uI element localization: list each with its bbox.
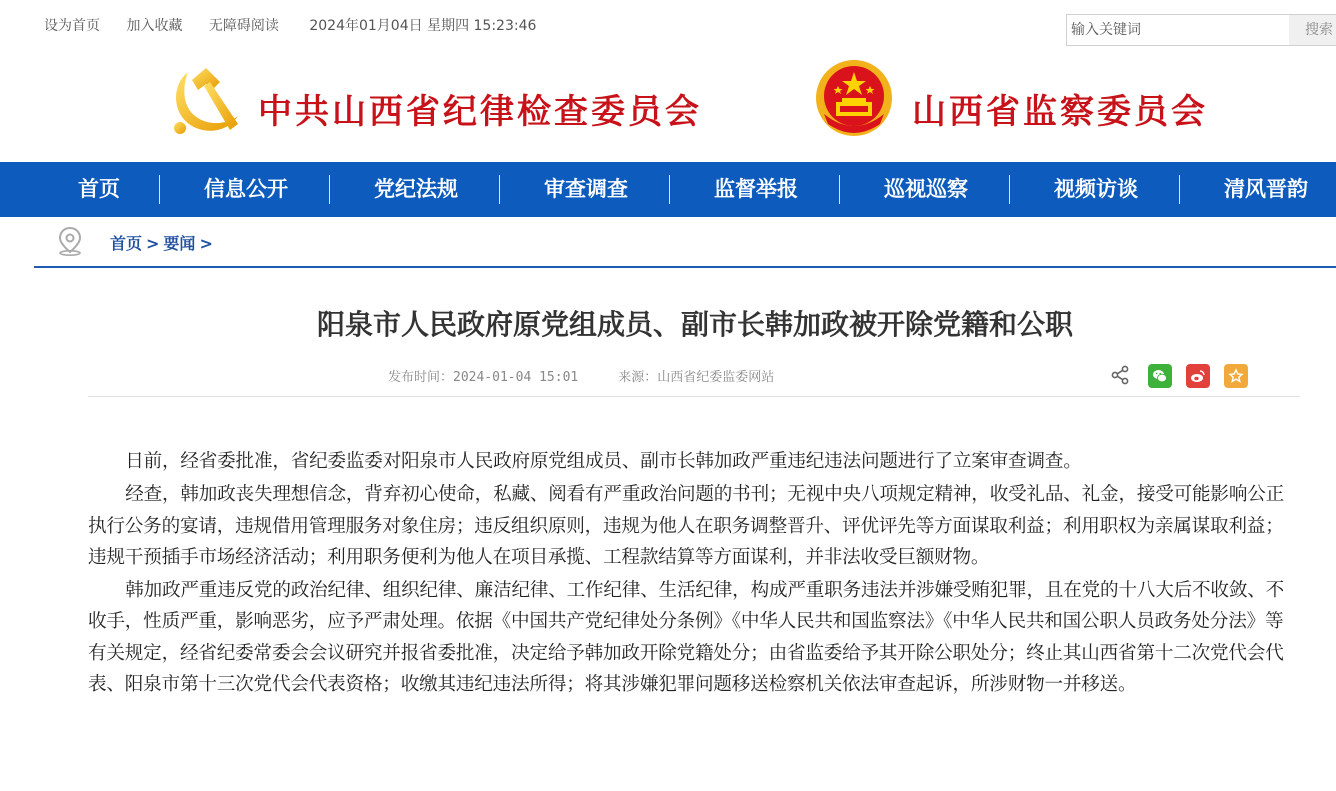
nav-item-info-disclosure[interactable]: 信息公开 <box>204 177 288 201</box>
wechat-share-button[interactable] <box>1148 364 1172 388</box>
hammer-sickle-emblem[interactable] <box>166 62 244 140</box>
national-emblem[interactable] <box>814 58 894 140</box>
article-body <box>88 446 1300 702</box>
main-nav <box>0 162 1336 217</box>
nav-item-qingfeng-jinyun[interactable]: 清风晋韵 <box>1224 177 1308 201</box>
weibo-share-button[interactable] <box>1186 364 1210 388</box>
top-links <box>44 15 558 35</box>
current-datetime: 2024年01月04日 星期四 15:23:46 <box>309 18 537 34</box>
nav-divider <box>839 175 840 204</box>
nav-divider <box>499 175 500 204</box>
nav-item-home[interactable]: 首页 <box>78 177 120 201</box>
search-input[interactable] <box>1067 15 1289 45</box>
nav-item-party-regulations[interactable]: 党纪法规 <box>374 177 458 201</box>
accessibility-link[interactable]: 无障碍阅读 <box>208 18 279 34</box>
article-meta <box>388 366 774 385</box>
breadcrumb-trail: 首页 > 要闻 > <box>110 234 213 253</box>
breadcrumb-section-link[interactable]: 要闻 <box>163 234 196 253</box>
article-source: 来源：山西省纪委监委网站 <box>618 370 775 385</box>
nav-item-video-interview[interactable]: 视频访谈 <box>1054 177 1138 201</box>
breadcrumb-divider <box>34 266 1336 268</box>
wechat-icon <box>1152 368 1168 384</box>
nav-divider <box>329 175 330 204</box>
breadcrumb-home-link[interactable]: 首页 <box>110 234 143 253</box>
nav-divider <box>1009 175 1010 204</box>
nav-item-investigation[interactable]: 审查调查 <box>544 177 628 201</box>
site-banner <box>0 50 1336 162</box>
top-utility-bar <box>0 0 1336 50</box>
star-icon <box>1228 368 1244 384</box>
add-favorite-link[interactable]: 加入收藏 <box>126 18 183 34</box>
nav-item-inspection[interactable]: 巡视巡察 <box>884 177 968 201</box>
weibo-icon <box>1190 368 1206 384</box>
publish-time: 发布时间：2024-01-04 15:01 <box>388 370 579 385</box>
nav-divider <box>669 175 670 204</box>
article-paragraph: 日前，经省委批准，省纪委监委对阳泉市人民政府原党组成员、副市长韩加政严重违纪违法问题进行了立案审查调查。 <box>125 451 1082 472</box>
nav-divider <box>159 175 160 204</box>
meta-divider <box>88 396 1300 397</box>
location-pin-icon <box>57 226 83 256</box>
set-home-link[interactable]: 设为首页 <box>44 18 100 34</box>
site-title-supervisory-commission: 山西省监察委员会 <box>912 92 1208 132</box>
article-title: 阳泉市人民政府原党组成员、副市长韩加政被开除党籍和公职 <box>316 308 1073 341</box>
article-paragraph: 韩加政严重违反党的政治纪律、组织纪律、廉洁纪律、工作纪律、生活纪律，构成严重职务违法并涉嫌受贿犯罪，且在党的十八大后不收敛、不收手，性质严重，影响恶劣，应予严肃处理。依据《中国共产党纪律处分条例》《中华人民共和国监察法》《中华人民共和国公职人员政务处分法》等有关规定，经省纪委常委会会议研究并报省委批准，决定给予韩加政开除党籍处分；由省监委给予其开除公职处分；终止其山西省第十二次党代会代表、阳泉市第十三次党代会代表资格；收缴其违纪违法所得；将其涉嫌犯罪问题移送检察机关依法审查起诉，所涉财物一并移送。 <box>88 580 1284 696</box>
article-paragraph: 经查，韩加政丧失理想信念，背弃初心使命，私藏、阅看有严重政治问题的书刊；无视中央八项规定精神，收受礼品、礼金，接受可能影响公正执行公务的宴请，违规借用管理服务对象住房；违反组织原则，违规为他人在职务调整晋升、评优评先等方面谋取利益；利用职权为亲属谋取利益；违规干预插手市场经济活动；利用职务便利为他人在项目承揽、工程款结算等方面谋利，并非法收受巨额财物。 <box>88 484 1284 568</box>
nav-divider <box>1179 175 1180 204</box>
share-icon[interactable] <box>1109 364 1131 386</box>
search-box <box>1066 14 1336 46</box>
site-title-discipline-commission: 中共山西省纪律检查委员会 <box>258 92 702 132</box>
nav-item-supervision-report[interactable]: 监督举报 <box>714 177 798 201</box>
search-button[interactable]: 搜索 <box>1289 15 1336 45</box>
favorite-share-button[interactable] <box>1224 364 1248 388</box>
breadcrumb <box>0 217 1336 267</box>
